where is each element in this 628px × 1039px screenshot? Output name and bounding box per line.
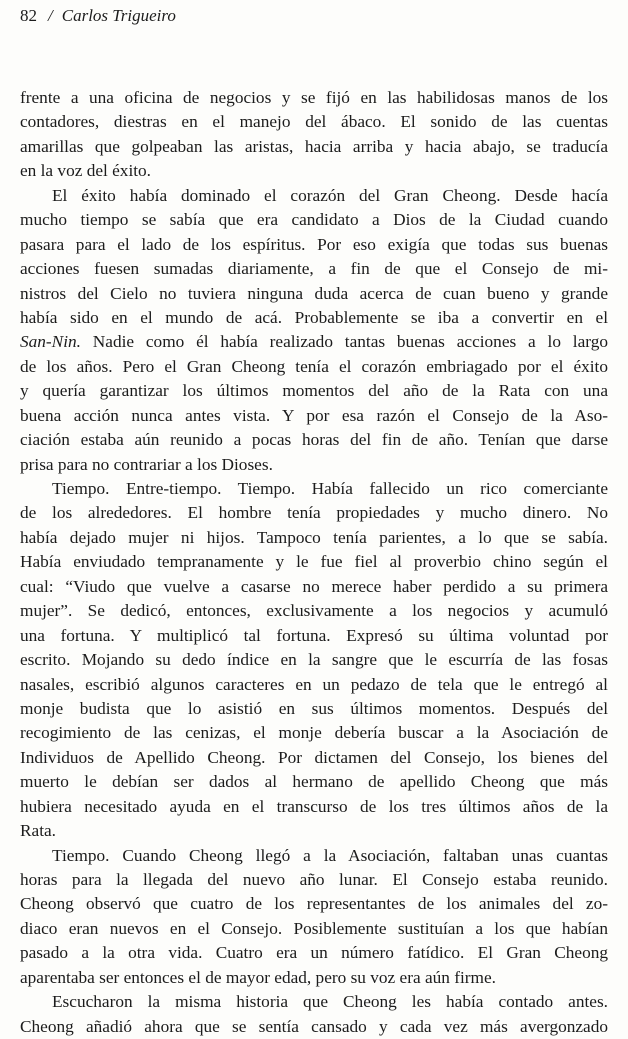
text-line: una fortuna. Y multiplicó tal fortuna. Expresó su última voluntad por — [20, 625, 608, 645]
text-line: cual: “Viudo que vuelve a casarse no merece haber perdido a su primera — [20, 576, 608, 596]
text-line: diaco eran nuevos en el Consejo. Posiblemente sustituían a los que habían — [20, 918, 608, 938]
text-line: Cheong observó que cuatro de los representantes de los animales del zo- — [20, 894, 608, 914]
paragraph — [20, 990, 608, 1039]
text-line: Tiempo. Entre-tiempo. Tiempo. Había fallecido un rico comerciante — [52, 479, 608, 498]
text-line: frente a una oficina de negocios y se fijó en las habilidosas manos de los — [20, 88, 608, 107]
paragraph — [20, 844, 608, 991]
text-line: y quería garantizar los últimos momentos del año de la Rata con una — [20, 381, 608, 401]
paragraph — [20, 86, 608, 184]
text-line: Tiempo. Cuando Cheong llegó a la Asociación, faltaban unas cuantas — [52, 845, 608, 865]
text-line: mucho tiempo se sabía que era candidato a Dios de la Ciudad cuando — [20, 210, 608, 230]
text-line: aparentaba ser entonces el de mayor edad, pero su voz era aún firme. — [20, 967, 496, 987]
text-line: contadores, diestras en el manejo del ábaco. El sonido de las cuentas — [20, 112, 608, 132]
text-line: Cheong añadió ahora que se sentía cansado y cada vez más avergonzado — [20, 1016, 608, 1036]
author-name: Carlos Trigueiro — [61, 6, 176, 25]
text-line: había dejado mujer ni hijos. Tampoco tenía parientes, a lo que se sabía. — [20, 527, 608, 547]
text-line: nasales, escribió algunos caracteres en un pedazo de tela que le entregó al — [20, 674, 608, 694]
text-line: hubiera necesitado ayuda en el transcurso de los tres últimos años de la — [20, 796, 608, 816]
paragraph — [20, 477, 608, 844]
page-number: 82 — [20, 6, 37, 25]
text-line: había sido en el mundo de acá. Probablemente se iba a convertir en el — [20, 307, 608, 327]
text-line: nistros del Cielo no tuviera ninguna duda acerca de cuan bueno y grande — [20, 283, 608, 303]
text-line: El éxito había dominado el corazón del Gran Cheong. Desde hacía — [52, 185, 608, 205]
text-line: Escucharon la misma historia que Cheong les había contado antes. — [52, 992, 608, 1012]
text-line: prisa para no contrariar a los Dioses. — [20, 454, 273, 474]
text-line: ciación estaba aún reunido a pocas horas del fin de año. Tenían que darse — [20, 430, 608, 450]
text-line: buena acción nunca antes vista. Y por esa razón el Consejo de la Aso- — [20, 405, 608, 425]
text-line: de los años. Pero el Gran Cheong tenía el corazón embriagado por el éxito — [20, 356, 608, 376]
running-header — [20, 4, 176, 28]
text-line: Rata. — [20, 821, 56, 841]
text-line: amarillas que golpeaban las aristas, hacia arriba y hacia abajo, se traducía — [20, 136, 608, 156]
italic-term: San-Nin. — [20, 332, 81, 352]
text-line: pasado a la otra vida. Cuatro era un número fatídico. El Gran Cheong — [20, 943, 608, 963]
text-line: mujer”. Se dedicó, entonces, exclusivamente a los negocios y acumuló — [20, 601, 608, 621]
text-line: escrito. Mojando su dedo índice en la sangre que le escurría de las fosas — [20, 650, 608, 670]
text-fragment: Nadie como él había realizado tantas buenas acciones a lo largo — [92, 332, 608, 352]
text-line: acciones fuesen sumadas diariamente, a fin de que el Consejo de mi- — [20, 259, 608, 279]
text-line: muerto le debían ser dados al hermano de apellido Cheong que más — [20, 772, 608, 792]
text-line: Había enviudado tempranamente y le fue fiel al proverbio chino según el — [20, 552, 608, 572]
text-line: pasara para el lado de los espíritus. Por eso exigía que todas sus buenas — [20, 234, 608, 254]
header-separator: / — [48, 6, 53, 25]
paragraph — [20, 184, 608, 477]
text-line: horas para la llegada del nuevo año lunar. El Consejo estaba reunido. — [20, 870, 608, 889]
body-text — [20, 86, 608, 1039]
text-line: recogimiento de las cenizas, el monje debería buscar a la Asociación de — [20, 723, 608, 743]
text-line: Individuos de Apellido Cheong. Por dictamen del Consejo, los bienes del — [20, 747, 608, 767]
text-line-with-italic — [20, 330, 608, 354]
text-line: en la voz del éxito. — [20, 161, 152, 181]
text-line: de los alrededores. El hombre tenía propiedades y mucho dinero. No — [20, 503, 608, 523]
text-line: monje budista que lo asistió en sus últimos momentos. Después del — [20, 698, 608, 718]
